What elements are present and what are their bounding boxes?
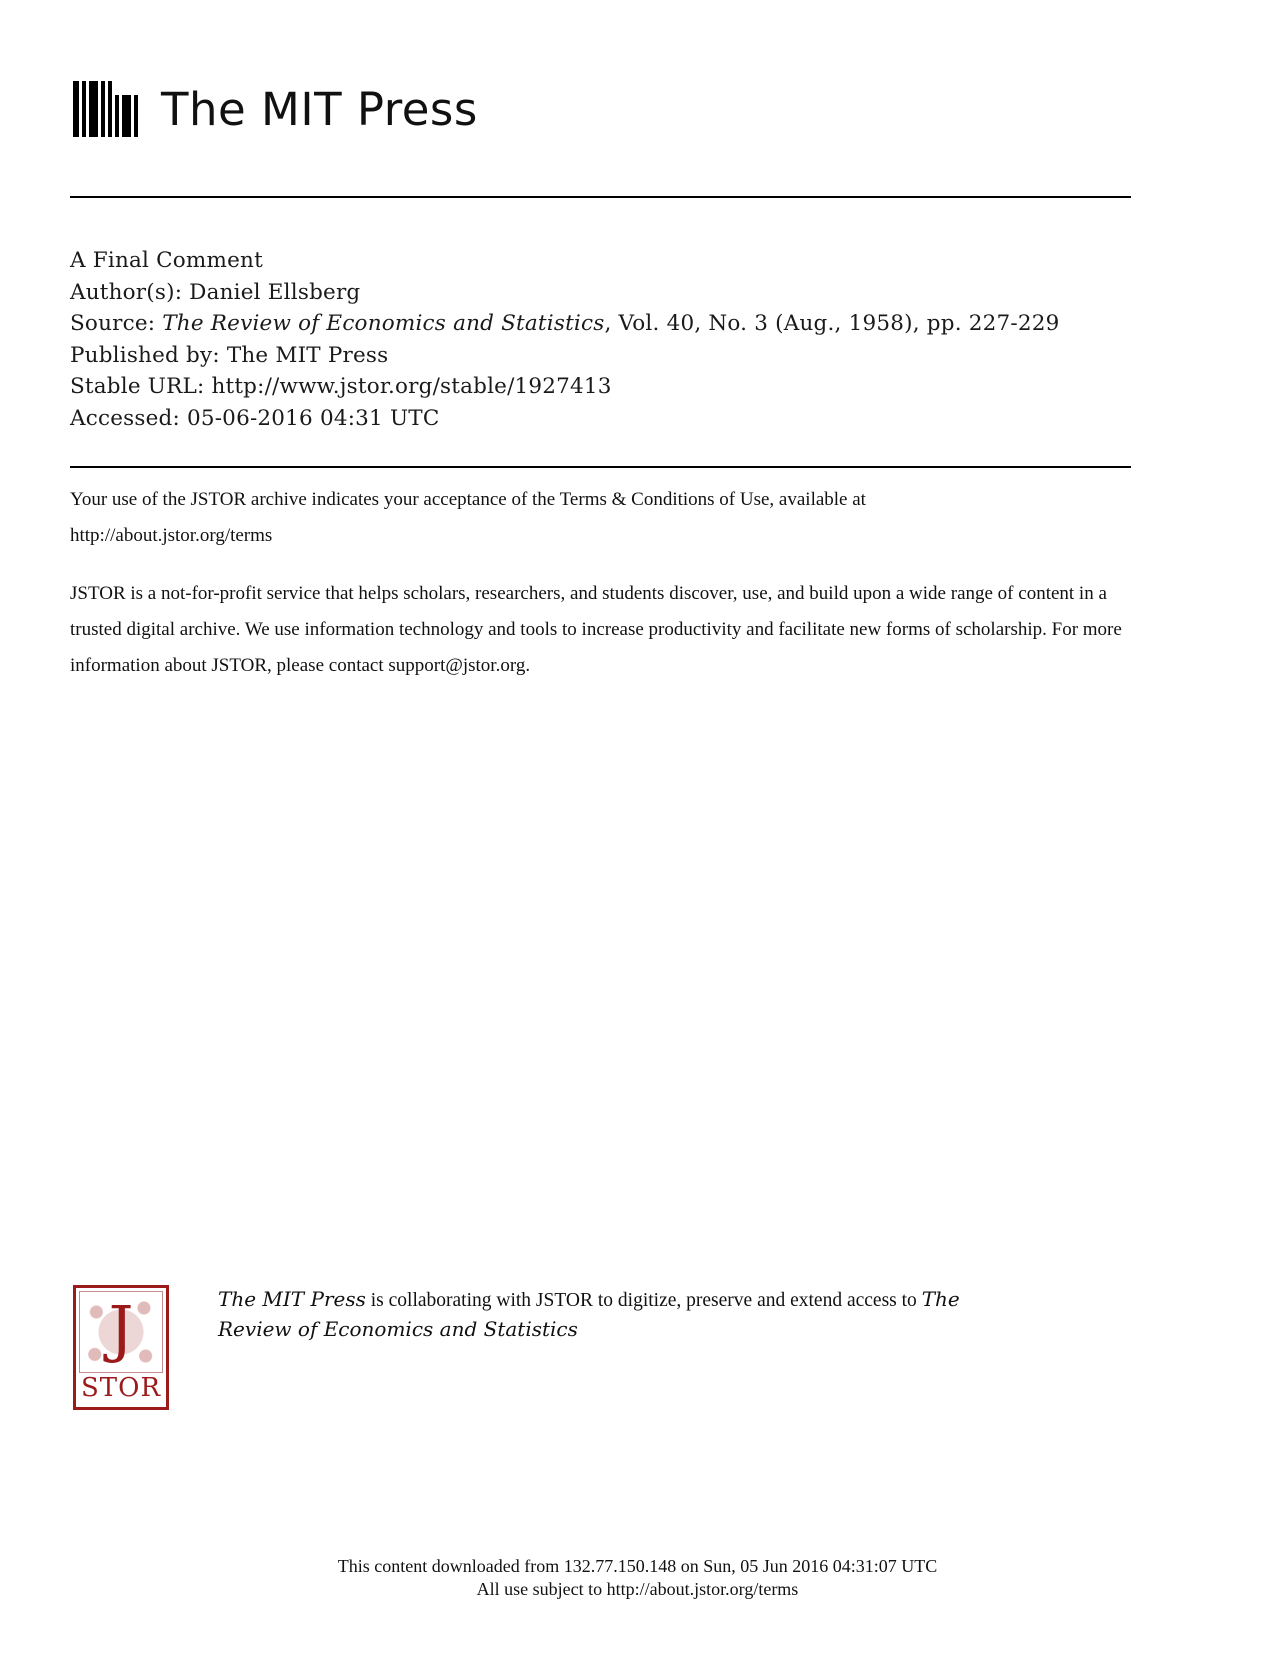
source-journal: The Review of Economics and Statistics bbox=[162, 311, 605, 336]
jstor-description: JSTOR is a not-for-profit service that helps scholars, researchers, and students discover, use, and build upon a wide range of content in a trusted digital archive. We use information technology and tools to increase productivity and facilitate new forms of scholarship. For more information about JSTOR, please contact support@jstor.org. bbox=[70, 583, 1122, 676]
collaboration-statement bbox=[218, 1285, 1018, 1345]
article-authors bbox=[70, 277, 1140, 309]
published-by: Published by: The MIT Press bbox=[70, 342, 389, 368]
article-source bbox=[70, 308, 1140, 340]
stable-url-link[interactable]: http://www.jstor.org/stable/1927413 bbox=[211, 374, 612, 399]
citation-block bbox=[70, 245, 1140, 434]
download-notice-line-1: This content downloaded from 132.77.150.148 on Sun, 05 Jun 2016 04:31:07 UTC bbox=[337, 1556, 938, 1576]
divider-top bbox=[70, 196, 1131, 198]
accessed-date: Accessed: 05-06-2016 04:31 UTC bbox=[70, 405, 440, 431]
terms-line-1: Your use of the JSTOR archive indicates your acceptance of the Terms & Conditions of Use, available at bbox=[70, 489, 866, 510]
source-rest: , Vol. 40, No. 3 (Aug., 1958), pp. 227-229 bbox=[604, 311, 1060, 336]
jstor-logo bbox=[73, 1285, 169, 1410]
source-label: Source: bbox=[70, 311, 163, 336]
barcode-icon bbox=[73, 81, 141, 137]
stable-url-line bbox=[70, 371, 1140, 403]
publisher-logo-text: The MIT Press bbox=[161, 82, 478, 136]
article-title: A Final Comment bbox=[70, 248, 263, 273]
jstor-logo-letter: J bbox=[108, 1292, 134, 1365]
download-notice-line-2: All use subject to http://about.jstor.org/terms bbox=[476, 1579, 799, 1599]
collaboration-publisher: The MIT Press bbox=[218, 1287, 366, 1311]
terms-block bbox=[70, 482, 1135, 706]
publisher-logo bbox=[73, 74, 478, 144]
collaboration-middle: is collaborating with JSTOR to digitize, preserve and extend access to bbox=[365, 1290, 922, 1311]
collaboration-journal: The Review of Economics and Statistics bbox=[218, 1287, 960, 1341]
stable-url-label: Stable URL: bbox=[70, 374, 212, 399]
authors-value: Daniel Ellsberg bbox=[189, 279, 361, 305]
authors-label: Author(s): bbox=[70, 279, 190, 305]
download-notice bbox=[0, 1555, 1275, 1601]
divider-middle bbox=[70, 466, 1131, 468]
terms-url[interactable]: http://about.jstor.org/terms bbox=[70, 525, 273, 546]
jstor-logo-ornament bbox=[79, 1291, 163, 1373]
jstor-logo-word: STOR bbox=[76, 1373, 166, 1407]
